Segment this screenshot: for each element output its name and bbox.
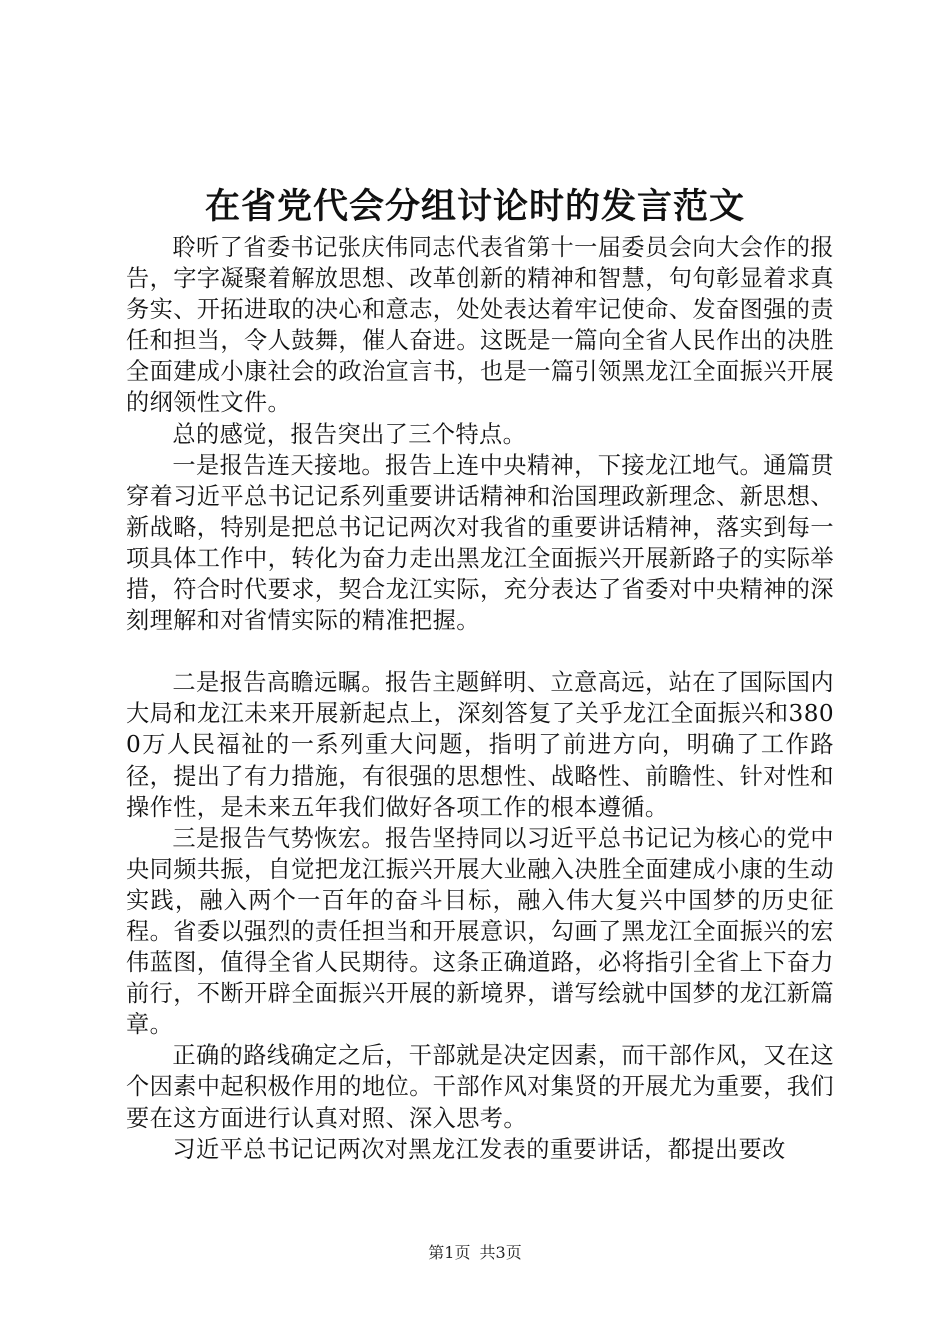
page-total: 共3页 — [479, 1243, 522, 1262]
document-body — [126, 232, 834, 1165]
paragraph-continuation: 习近平总书记记两次对黑龙江发表的重要讲话，都提出要改 — [172, 1135, 786, 1163]
paragraph-cadre-style: 正确的路线确定之后，干部就是决定因素，而干部作风，又在这个因素中起积极作用的地位。干部作风对集贤的开展尤为重要，我们要在这方面进行认真对照、深入思考。 — [126, 1042, 834, 1132]
paragraph-point-one: 一是报告连天接地。报告上连中央精神，下接龙江地气。通篇贯穿着习近平总书记记系列重要讲话精神和治国理政新理念、新思想、新战略，特别是把总书记记两次对我省的重要讲话精神，落实到每一项具体工作中，转化为奋力走出黑龙江全面振兴开展新路子的实际举措，符合时代要求，契合龙江实际，充分表达了省委对中央精神的深刻理解和对省情实际的精准把握。 — [126, 451, 834, 635]
page-number: 第1页 — [428, 1243, 471, 1262]
paragraph-spacer — [126, 636, 834, 667]
paragraph-point-three: 三是报告气势恢宏。报告坚持同以习近平总书记记为核心的党中央同频共振，自觉把龙江振兴开展大业融入决胜全面建成小康的生动实践，融入两个一百年的奋斗目标，融入伟大复兴中国梦的历史征程。省委以强烈的责任担当和开展意识，勾画了黑龙江全面振兴的宏伟蓝图，值得全省人民期待。这条正确道路，必将指引全省上下奋力前行，不断开辟全面振兴开展的新境界，谱写绘就中国梦的龙江新篇章。 — [126, 824, 834, 1039]
paragraph-summary: 总的感觉，报告突出了三个特点。 — [172, 420, 527, 448]
paragraph-point-two: 二是报告高瞻远瞩。报告主题鲜明、立意高远，站在了国际国内大局和龙江未来开展新起点上，深刻答复了关乎龙江全面振兴和3800万人民福祉的一系列重大问题，指明了前进方向，明确了工作路径，提出了有力措施，有很强的思想性、战略性、前瞻性、针对性和操作性，是未来五年我们做好各项工作的根本遵循。 — [126, 669, 834, 821]
paragraph-intro: 聆听了省委书记张庆伟同志代表省第十一届委员会向大会作的报告，字字凝聚着解放思想、改革创新的精神和智慧，句句彰显着求真务实、开拓进取的决心和意志，处处表达着牢记使命、发奋图强的责任和担当，令人鼓舞，催人奋进。这既是一篇向全省人民作出的决胜全面建成小康社会的政治宣言书，也是一篇引领黑龙江全面振兴开展的纲领性文件。 — [126, 234, 834, 417]
page-footer — [0, 1243, 950, 1263]
document-title: 在省党代会分组讨论时的发言范文 — [204, 187, 745, 227]
